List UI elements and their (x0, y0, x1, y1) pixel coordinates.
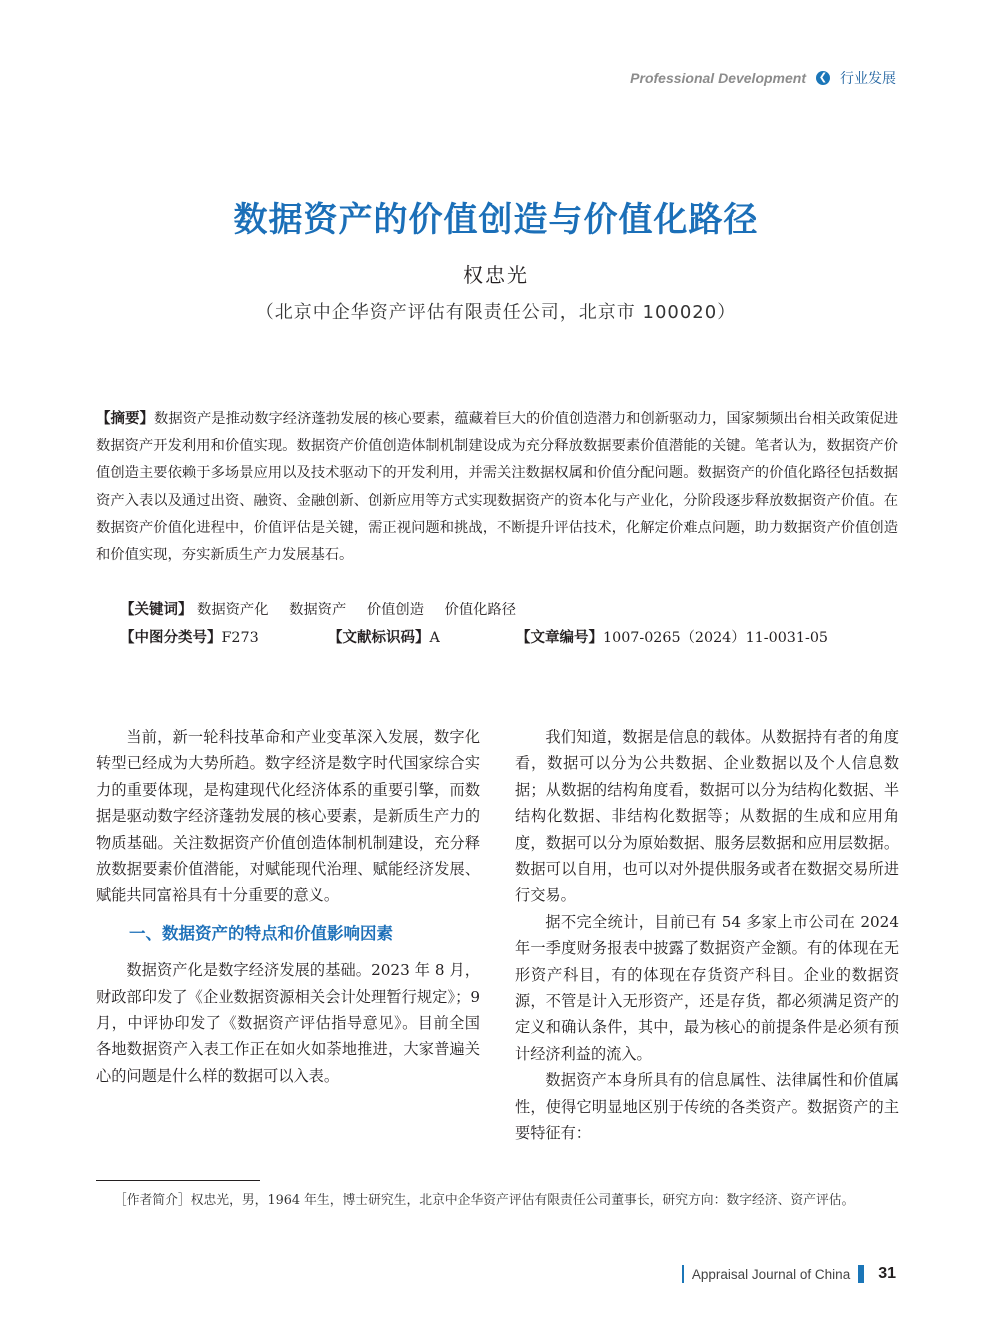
paragraph: 据不完全统计，目前已有 54 多家上市公司在 2024 年一季度财务报表中披露了数据资产金额。有的体现在无形资产科目，有的体现在存货资产科目。企业的数据资源，不管是计入无形资产，还是存货，都必须满足资产的定义和确认条件，其中，最为核心的前提条件是必须有预计经济利益的流入。 (515, 912, 899, 1063)
art-value: 1007-0265（2024）11-0031-05 (603, 630, 829, 646)
paragraph: 我们知道，数据是信息的载体。从数据持有者的角度看，数据可以分为公共数据、企业数据以及个人信息数据；从数据的结构角度看，数据可以分为结构化数据、半结构化数据、非结构化数据等；从数据的生成和应用角度，数据可以分为原始数据、服务层数据和应用层数据。数据可以自用，也可以对外提供服务或者在数据交易所进行交易。 (515, 728, 899, 905)
keyword: 价值化路径 (444, 602, 517, 618)
author-footnote: ［作者简介］权忠光，男，1964 年生，博士研究生，北京中企华资产评估有限责任公司董事长，研究方向：数字经济、资产评估。 (113, 1193, 855, 1208)
abstract-label: 【摘要】 (96, 411, 155, 427)
page-number: 31 (878, 1265, 896, 1282)
abstract (96, 406, 898, 569)
clc-label: 【中图分类号】 (120, 630, 222, 646)
section-heading: 一、数据资产的特点和价值影响因素 (129, 923, 393, 943)
chevron-left-circle-icon: ❮ (816, 71, 830, 85)
article-number (516, 626, 828, 647)
footnote-divider (96, 1180, 260, 1181)
doc-value: A (429, 630, 440, 646)
article-title: 数据资产的价值创造与价值化路径 (233, 200, 759, 240)
keyword: 价值创造 (366, 602, 424, 618)
paragraph: 数据资产本身所具有的信息属性、法律属性和价值属性，使得它明显地区别于传统的各类资产。数据资产的主要特征有： (515, 1071, 899, 1143)
clc-value: F273 (221, 630, 259, 646)
journal-name: Appraisal Journal of China (691, 1266, 851, 1282)
doc-label: 【文献标识码】 (328, 630, 430, 646)
author-name: 权忠光 (463, 263, 529, 287)
page-footer (682, 1265, 896, 1283)
clc-code (120, 626, 259, 647)
keyword: 数据资产 (289, 602, 347, 618)
keyword: 数据资产化 (197, 602, 269, 618)
running-header (630, 68, 896, 88)
abstract-text: 数据资产是推动数字经济蓬勃发展的核心要素，蕴藏着巨大的价值创造潜力和创新驱动力，国家频频出台相关政策促进数据资产开发利用和价值实现。数据资产价值创造体制机制建设成为充分释放数据要素价值潜能的关键。笔者认为，数据资产价值创造主要依赖于多场景应用以及技术驱动下的开发利用，并需关注数据权属和价值分配问题。数据资产的价值化路径包括数据资产入表以及通过出资、融资、金融创新、创新应用等方式实现数据资产的资本化与产业化，分阶段逐步释放数据资产价值。在数据资产价值化进程中，价值评估是关键，需正视问题和挑战，不断提升评估技术，化解定价难点问题，助力数据资产价值创造和价值实现，夯实新质生产力发展基石。 (96, 411, 899, 564)
author-affiliation: （北京中企华资产评估有限责任公司，北京市 100020） (255, 302, 737, 323)
paragraph: 当前，新一轮科技革命和产业变革深入发展，数字化转型已经成为大势所趋。数字经济是数字时代国家综合实力的重要体现，是构建现代化经济体系的重要引擎，而数据是驱动数字经济蓬勃发展的核心要素，是新质生产力的物质基础。关注数据资产价值创造体制机制建设，充分释放数据要素价值潜能，对赋能现代治理、赋能经济发展、赋能共同富裕具有十分重要的意义。 (96, 728, 480, 905)
footer-rule (682, 1265, 684, 1283)
body-column-left (96, 724, 480, 1089)
footer-block (858, 1265, 864, 1283)
keywords (120, 598, 516, 619)
body-column-right (515, 724, 899, 1147)
header-english: Professional Development (630, 70, 806, 86)
header-chinese: 行业发展 (840, 71, 896, 87)
keywords-label: 【关键词】 (120, 602, 193, 618)
document-code (328, 626, 440, 647)
paragraph: 数据资产化是数字经济发展的基础。2023 年 8 月，财政部印发了《企业数据资源相关会计处理暂行规定》；9 月，中评协印发了《数据资产评估指导意见》。目前全国各地数据资产入表工作正在如火如荼地推进，大家普遍关心的问题是什么样的数据可以入表。 (96, 961, 480, 1085)
art-label: 【文章编号】 (516, 630, 603, 646)
